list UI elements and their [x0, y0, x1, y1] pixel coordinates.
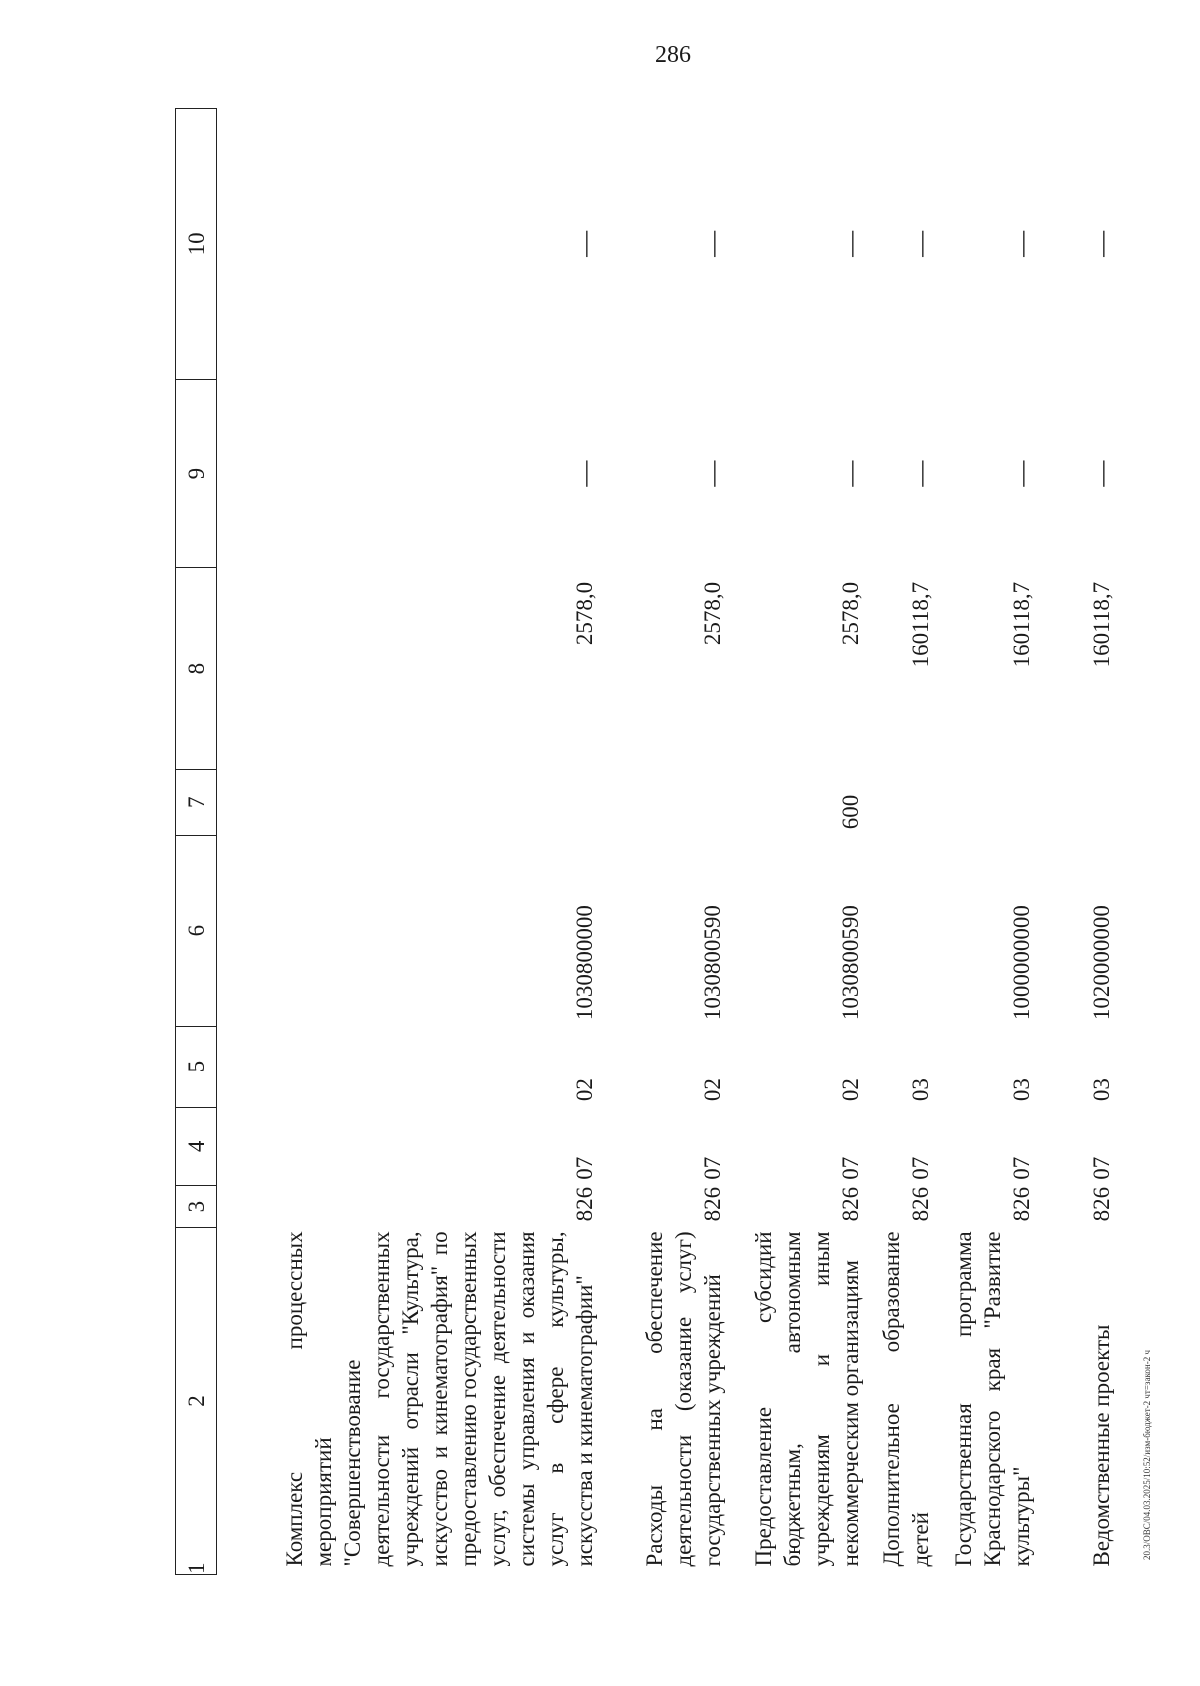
cell-c7	[603, 769, 731, 835]
cell-c8: 160118,7	[1009, 581, 1034, 668]
document-footer-code: 20.3/ОВС/04.03.2025/10:52/изм-бюджет-2 чт=закон-2 ч	[1142, 1350, 1152, 1560]
cell-c10: —	[698, 230, 727, 257]
cell-c9: —	[698, 460, 727, 487]
table-row	[939, 109, 1040, 1575]
row-name: Расходы на обеспечение деятельности (оказание услуг) государственных учреждений	[642, 1231, 725, 1567]
cell-c6: 1030800000	[572, 905, 597, 1021]
cell-c6: 1020000000	[1089, 905, 1114, 1021]
page-number: 286	[655, 42, 691, 68]
rotated-table-container	[175, 108, 1116, 1575]
cell-c8: 2578,0	[838, 581, 863, 646]
cell-c9: —	[1087, 460, 1116, 487]
cell-c3: 826	[572, 1186, 597, 1222]
cell-c9: —	[570, 460, 599, 487]
cell-c8: 160118,7	[1089, 581, 1114, 668]
cell-c3: 826	[1009, 1186, 1034, 1222]
cell-c6	[869, 835, 939, 1026]
table-row	[731, 109, 869, 1575]
cell-c10: —	[1007, 230, 1036, 257]
table-row	[1040, 109, 1120, 1575]
cell-c4: 07	[572, 1156, 597, 1180]
column-header: 8	[176, 568, 217, 769]
cell-c5: 03	[1089, 1078, 1114, 1102]
cell-c4: 07	[1009, 1156, 1034, 1180]
cell-c8: 2578,0	[700, 581, 725, 646]
cell-c3: 826	[908, 1186, 933, 1222]
cell-c10: —	[570, 230, 599, 257]
column-header: 9	[176, 379, 217, 568]
cell-c4: 07	[1089, 1156, 1114, 1180]
table-row	[603, 109, 731, 1575]
cell-c9: —	[1007, 460, 1036, 487]
cell-c5: 02	[700, 1078, 725, 1102]
row-name: Ведомственные проекты	[1089, 1324, 1114, 1567]
column-header: 5	[176, 1026, 217, 1107]
column-header: 4	[176, 1107, 217, 1186]
cell-c5: 02	[838, 1078, 863, 1102]
cell-c10: —	[1087, 230, 1116, 257]
row-name: Предоставление субсидий бюджетным, автономным учреждениям и иным некоммерческим организациям	[751, 1231, 863, 1567]
cell-c10: —	[836, 230, 865, 257]
row-name: Государственная программа Краснодарского края "Развитие культуры"	[951, 1231, 1034, 1567]
cell-c4: 07	[908, 1156, 933, 1180]
cell-c9: —	[906, 460, 935, 487]
cell-c10: —	[906, 230, 935, 257]
cell-c4: 07	[838, 1156, 863, 1180]
row-name: Дополнительное образование детей	[879, 1231, 933, 1567]
cell-c7: 600	[838, 794, 863, 830]
cell-c5: 03	[1009, 1078, 1034, 1102]
column-header: 2	[176, 1227, 217, 1574]
cell-c5: 03	[908, 1078, 933, 1102]
cell-c7	[1040, 769, 1120, 835]
cell-c6: 1030800590	[700, 905, 725, 1021]
cell-c9: —	[836, 460, 865, 487]
column-header: 7	[176, 769, 217, 835]
column-header: 6	[176, 835, 217, 1026]
row-name: Комплекс процессных мероприятий "Совершенствование деятельности государственных учреждений отрасли "Культура, искусство и кинематография" по предоставлению государственных услуг, обеспечение деятельности системы управления и оказания услуг в сфере культуры, искусства и кинематографии"	[282, 1231, 597, 1567]
cell-c3: 826	[838, 1186, 863, 1222]
cell-c7	[217, 769, 604, 835]
table-row	[217, 109, 604, 1575]
cell-c4: 07	[700, 1156, 725, 1180]
cell-c7	[939, 769, 1040, 835]
cell-c6: 1030800590	[838, 905, 863, 1021]
cell-c8: 160118,7	[908, 581, 933, 668]
table-row	[869, 109, 939, 1575]
cell-c7	[869, 769, 939, 835]
column-header: 3	[176, 1186, 217, 1228]
table-header-row: 1 2 3 4 5 6 7 8 9 10	[176, 109, 217, 1575]
cell-c5: 02	[572, 1078, 597, 1102]
budget-table	[175, 108, 1120, 1575]
cell-c3: 826	[700, 1186, 725, 1222]
column-header: 10	[176, 109, 217, 380]
cell-c8: 2578,0	[572, 581, 597, 646]
cell-c6: 1000000000	[1009, 905, 1034, 1021]
cell-c3: 826	[1089, 1186, 1114, 1222]
